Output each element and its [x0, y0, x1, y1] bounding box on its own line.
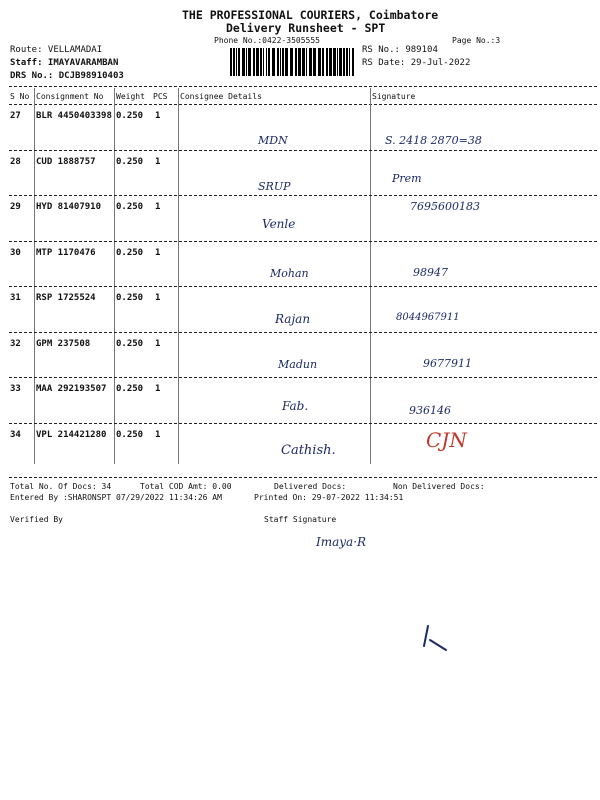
- barcode-bar: [346, 48, 348, 76]
- pcs-cell: 1: [155, 247, 161, 258]
- footer-rule: [9, 477, 597, 478]
- barcode-bar: [329, 48, 332, 76]
- header-top-rule: [9, 86, 597, 87]
- row-divider: [9, 286, 597, 287]
- consignment-cell: RSP 1725524: [36, 293, 96, 303]
- row-divider: [9, 150, 597, 151]
- consignment-cell: GPM 237508: [36, 338, 91, 349]
- weight-cell: 0.250: [116, 111, 144, 121]
- barcode-bar: [302, 48, 305, 76]
- sno-cell: 34: [10, 429, 21, 440]
- pcs-cell: 1: [155, 429, 161, 440]
- col-divider: [34, 88, 35, 464]
- consignee-handwriting: Fab.: [282, 399, 309, 413]
- consignee-handwriting: Rajan: [275, 312, 311, 326]
- barcode-bar: [238, 48, 240, 76]
- barcode-bar: [295, 48, 297, 76]
- consignment-cell: BLR 4450403398: [36, 111, 112, 121]
- barcode-bar: [290, 48, 293, 76]
- col-divider: [370, 88, 371, 464]
- weight-cell: 0.250: [116, 247, 144, 258]
- phone-number: Phone No.:0422-3505555: [214, 36, 320, 45]
- drs-number: DRS No.: DCJB98910403: [10, 71, 124, 81]
- sno-cell: 32: [10, 338, 21, 349]
- consignment-cell: VPL 214421280: [36, 429, 107, 440]
- consignment-cell: MTP 1170476: [36, 247, 96, 258]
- barcode-bar: [246, 48, 247, 76]
- delivered-docs: Delivered Docs:: [274, 482, 347, 491]
- barcode-bar: [242, 48, 245, 76]
- barcode-bar: [280, 48, 281, 76]
- weight-cell: 0.250: [116, 293, 144, 303]
- barcode-bar: [268, 48, 270, 76]
- row-divider: [9, 377, 597, 378]
- col-divider: [114, 88, 115, 464]
- pcs-cell: 1: [155, 111, 161, 121]
- staff-signature: Imaya·R: [316, 535, 367, 549]
- verified-by: Verified By: [10, 515, 63, 524]
- col-divider: [178, 88, 179, 464]
- pcs-cell: 1: [155, 156, 161, 167]
- entered-by: Entered By :SHARONSPT 07/29/2022 11:34:26 AM: [10, 493, 222, 502]
- barcode-bar: [313, 48, 316, 76]
- barcode-bar: [253, 48, 255, 76]
- total-docs: Total No. Of Docs: 34: [10, 482, 112, 491]
- staff-signature-label: Staff Signature: [264, 515, 337, 524]
- sno-cell: 27: [10, 111, 21, 121]
- company-name: THE PROFESSIONAL COURIERS, Coimbatore: [182, 8, 439, 22]
- weight-cell: 0.250: [116, 384, 144, 394]
- pcs-cell: 1: [155, 384, 161, 394]
- signature-handwriting: 98947: [413, 265, 448, 279]
- consignment-cell: MAA 292193507: [36, 384, 107, 394]
- barcode-bar: [309, 48, 312, 76]
- col-sno: S No: [10, 92, 30, 101]
- barcode-bar: [282, 48, 284, 76]
- barcode-bar: [343, 48, 345, 76]
- document-title: Delivery Runsheet - SPT: [226, 21, 386, 35]
- weight-cell: 0.250: [116, 429, 144, 440]
- signature-handwriting: 8044967911: [396, 312, 460, 323]
- row-divider: [9, 332, 597, 333]
- barcode-bar: [349, 48, 350, 76]
- consignee-handwriting: Mohan: [270, 266, 309, 280]
- barcode-bar: [306, 48, 307, 76]
- barcode-bar: [236, 48, 237, 76]
- non-delivered-docs: Non Delivered Docs:: [393, 482, 485, 491]
- barcode-bar: [248, 48, 251, 76]
- barcode-bar: [298, 48, 301, 76]
- route-label: Route: VELLAMADAI: [10, 45, 103, 55]
- signature-handwriting: CJN: [426, 427, 467, 452]
- pcs-cell: 1: [155, 338, 161, 349]
- pen-mark: [418, 624, 458, 654]
- pcs-cell: 1: [155, 202, 161, 212]
- barcode-bar: [260, 48, 262, 76]
- signature-handwriting: 7695600183: [410, 200, 480, 213]
- consignment-cell: HYD 81407910: [36, 202, 102, 212]
- col-consignee: Consignee Details: [180, 92, 262, 101]
- row-divider: [9, 423, 597, 424]
- consignee-handwriting: Venle: [262, 217, 296, 231]
- barcode-bar: [277, 48, 279, 76]
- sno-cell: 29: [10, 202, 21, 212]
- consignee-handwriting: Madun: [278, 357, 318, 371]
- barcode-bar: [318, 48, 321, 76]
- col-weight: Weight: [116, 92, 145, 101]
- signature-handwriting: S. 2418 2870=38: [385, 134, 482, 147]
- consignee-handwriting: MDN: [258, 134, 288, 147]
- weight-cell: 0.250: [116, 156, 144, 167]
- signature-handwriting: Prem: [392, 171, 422, 185]
- weight-cell: 0.250: [116, 202, 144, 212]
- col-signature: Signature: [372, 92, 416, 101]
- row-divider: [9, 195, 597, 196]
- rs-date: RS Date: 29-Jul-2022: [362, 58, 471, 68]
- weight-cell: 0.250: [116, 338, 144, 349]
- sno-cell: 31: [10, 293, 21, 303]
- consignee-handwriting: Cathish.: [281, 442, 336, 458]
- col-pcs: PCS: [153, 92, 168, 101]
- signature-handwriting: 936146: [409, 404, 451, 417]
- total-cod: Total COD Amt: 0.00: [140, 482, 232, 491]
- pcs-cell: 1: [155, 293, 161, 303]
- staff-label: Staff: IMAYAVARAMBAN: [10, 58, 119, 68]
- col-consignment: Consignment No: [36, 92, 104, 101]
- sno-cell: 33: [10, 384, 21, 394]
- rs-number: RS No.: 989104: [362, 45, 438, 55]
- barcode-bar: [272, 48, 275, 76]
- barcode-bar: [352, 48, 354, 76]
- consignment-cell: CUD 1888757: [36, 156, 96, 167]
- printed-on: Printed On: 29-07-2022 11:34:51: [254, 493, 404, 502]
- page-number: Page No.:3: [452, 36, 501, 45]
- barcode-bar: [322, 48, 324, 76]
- barcode-bar: [337, 48, 338, 76]
- barcode-bar: [266, 48, 267, 76]
- barcode-bar: [333, 48, 336, 76]
- barcode-bar: [339, 48, 342, 76]
- sno-cell: 30: [10, 247, 21, 258]
- barcode-bar: [263, 48, 264, 76]
- sno-cell: 28: [10, 156, 21, 167]
- barcode: [230, 48, 356, 76]
- row-divider: [9, 241, 597, 242]
- consignee-handwriting: SRUP: [258, 179, 291, 193]
- signature-handwriting: 9677911: [423, 356, 472, 370]
- barcode-bar: [256, 48, 259, 76]
- header-bottom-rule: [9, 104, 597, 105]
- barcode-bar: [233, 48, 235, 76]
- barcode-bar: [230, 48, 232, 76]
- barcode-bar: [326, 48, 328, 76]
- barcode-bar: [285, 48, 288, 76]
